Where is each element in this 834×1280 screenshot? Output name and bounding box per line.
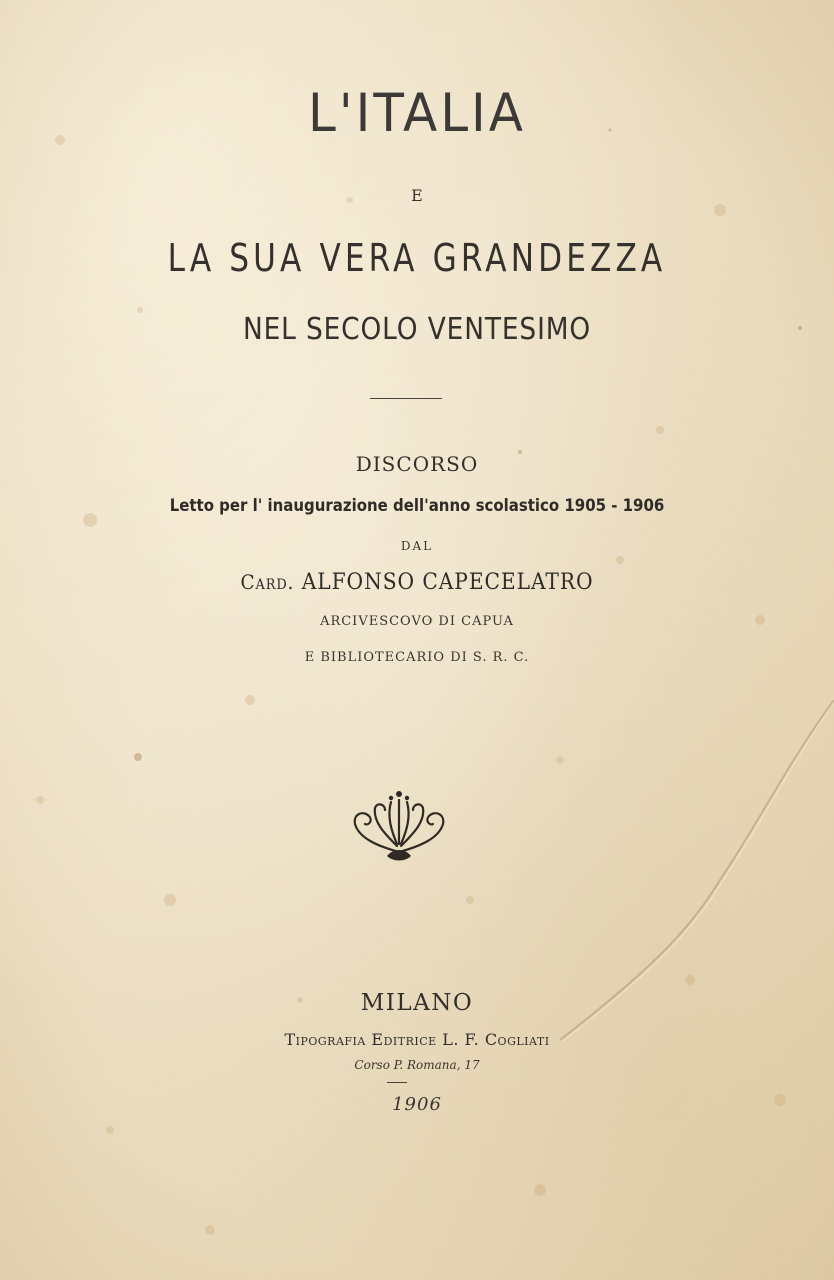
- by-label: DAL: [400, 539, 434, 553]
- author-role-2: E BIBLIOTECARIO DI S. R. C.: [304, 650, 530, 665]
- book-subtitle-line-2: NEL SECOLO VENTESIMO: [242, 312, 592, 347]
- occasion-text: Letto per l' inaugurazione dell'anno scolastico 1905 - 1906: [169, 496, 665, 516]
- title-divider: [370, 398, 442, 399]
- author-role-1: ARCIVESCOVO DI CAPUA: [320, 614, 514, 629]
- publisher-name: Tipografia Editrice L. F. Cogliati: [284, 1030, 550, 1049]
- imprint-divider: [387, 1082, 407, 1083]
- publication-year: 1906: [392, 1094, 442, 1115]
- title-conjunction: E: [411, 186, 423, 205]
- palmette-ornament-icon: [347, 786, 451, 866]
- author-name: ALFONSO CAPECELATRO: [301, 570, 594, 595]
- book-subtitle: LA SUA VERA GRANDEZZA: [167, 236, 667, 280]
- publisher-city: MILANO: [360, 990, 474, 1016]
- author-line: [33, 570, 800, 595]
- author-title: Card.: [240, 570, 295, 594]
- book-title: L'ITALIA: [307, 82, 527, 144]
- genre-label: DISCORSO: [355, 452, 479, 476]
- publisher-address: Corso P. Romana, 17: [354, 1058, 480, 1072]
